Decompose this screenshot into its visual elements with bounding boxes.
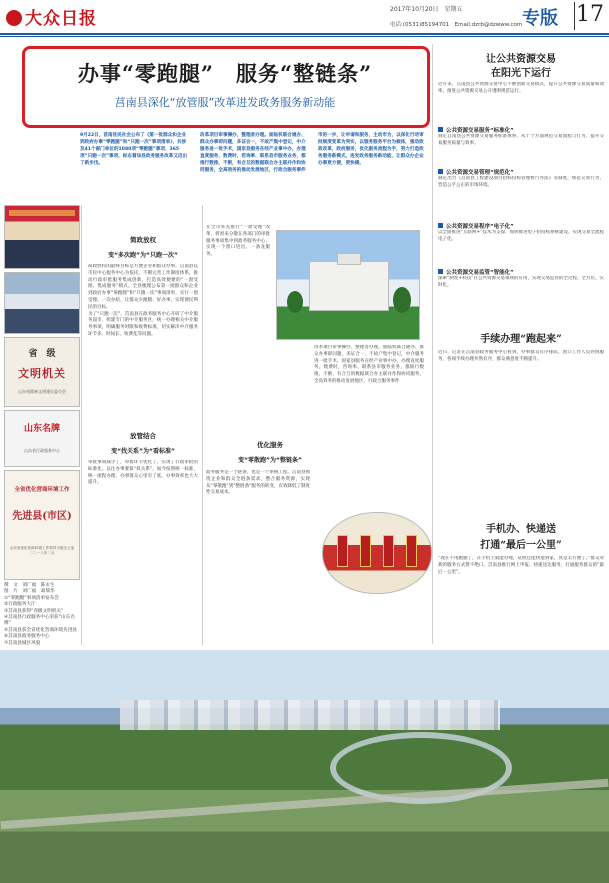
- body-text-center: 在全市率先推行“一窗受理”改革，将原来分散在各部门的审批服务事项集中到政务服务中心，实现一个窗口进出、一条龙服务。: [206, 225, 270, 258]
- photo-note: ③莒南县获得“省级文明机关”: [4, 608, 64, 614]
- masthead: [0, 0, 609, 34]
- lead-paragraph: 9月22日，莒南县民社会公布了《第一批群众和企业到政府办事“零跑腿”和“只跑一次”事项清单》，共涉及41个部门单位的1080项“零跑腿”事项、365项“只跑一次”事项，标志着该县政务服务改革又迈出了新步伐。: [80, 133, 188, 166]
- square-bullet-icon: [438, 223, 443, 228]
- header-rule: [0, 33, 609, 35]
- right-heading-procedures: 手续办理“跑起来”: [480, 334, 562, 345]
- body-text-simplify: 简政放权的最终目标是方便企业和群众办事。莒南县以市民中心服务中心为依托，不断完善工作制度体系，推动行政审批服务集成创新，打造高效便捷的“一窗受理、集成服务”模式。全县梳理公布第一批群众和企业到政府办事“零跑腿”和“只跑一次”事项清单，实行一窗受理、一次办结，让群众少跑腿、好办事，实现便民利民的目标。 为了“只跑一次”，莒南县在政务服务中心开辟了中介服务超市，组建专门的中介服务区，统一办理相关中介服务事项，明确服务时限和收费标准，切实解决中介服务环节多、时间长、收费乱等问题。: [88, 264, 198, 337]
- right-heading-last-mile: 打通“最后一公里”: [480, 540, 562, 551]
- dateline: 2017年10月20日 星期五: [390, 6, 463, 13]
- page-subtitle: 莒南县深化“放管服”改革进发政务服务新动能: [114, 96, 336, 109]
- photo-credits: 撰 文 刘广福 陈永生 图 片 刘广福 葛瑞华 ①“零跑腿”事项清单发布会 ②行政服务大厅 ③莒南县获得“省级文明机关” ④莒南县行政服务中心荣获“山东名牌” ⑤莒南县获全省优化营商环境先进县 ⑥莒南县政务服务中心 ⑦莒南县城区风貌: [4, 583, 80, 647]
- right-body-procedures: 近日，记者在莒南县政务服务中心看到，办事群众有序排队，窗口工作人员热情服务，各项手续办理井然有序，群众满意度不断提升。: [438, 350, 604, 362]
- right-heading-public-resources: 让公共资源交易: [486, 54, 556, 65]
- header-rule-thin: [0, 36, 609, 37]
- photo-conference: [4, 205, 80, 269]
- right-intro-text: 近年来，莒南县公共资源交易中心不断创新交易模式，提升公共资源交易质量和效率，推进公共资源交易公开透明规范运行。: [438, 82, 604, 94]
- square-bullet-icon: [438, 169, 443, 174]
- plaque-business-environment: 全省优化营商环境工作 先进县(市区) 山东省优化营商环境工作领导小组办公室 二〇一八年二月: [4, 470, 80, 580]
- column-divider-2: [202, 205, 203, 645]
- logo-icon: [6, 10, 22, 26]
- contact-line: 电话:(0531)85194701 Email:dzrb@dzwww.com: [390, 22, 523, 28]
- photo-government-building: [276, 230, 420, 340]
- lead-paragraph-3: 市的一步，让申请和服务，主动市为，以保化行动审批制度变革为突实，以服务服务平台为载体，强动政政改革，政府服务，优化服务流程为手，努力打造政务服务新模式，连发政务服务新动能，让群众办企业办事更方便，更快捷。: [318, 133, 424, 166]
- right-item-4: 公共资源交易监管“智能化” 探索“制度+科技”在公共资源交易领域的应用，实现交易监管的全过程、全方位、实时化。: [438, 270, 604, 288]
- page-number: 17: [574, 2, 605, 30]
- section-heading-service: 优化服务: [257, 441, 283, 449]
- right-body-last-mile: “现在不用跑腿了，在手机上就能办理，证照还能快递到家，真是太方便了。”群众对新的服务方式赞不绝口。莒南县推行网上申报、快递送达服务，打通服务群众的“最后一公里”。: [438, 556, 604, 575]
- photo-note: ⑥莒南县政务服务中心: [4, 634, 50, 640]
- photo-note: ②行政服务大厅: [4, 602, 36, 608]
- square-bullet-icon: [438, 269, 443, 274]
- photo-notes: [4, 596, 80, 647]
- body-text-regulation: 审批事项减少了，审批环节优化了，实现了行政审批的标准化。以往办事要靠“找关系”，如今按照统一标准、统一流程办理，办事群众心里有了底，办事效率也大大提升。: [88, 460, 198, 486]
- right-item-2: 公共资源交易管理“规范化” 制定出台《莒南县工程建设项目招标投标管理暂行办法》等制度，规范交易行为，营造公平公正的市场环境。: [438, 170, 604, 188]
- right-heading-sunshine: 在阳光下运行: [491, 68, 551, 79]
- section-subheading-standard: 变“找关系”为“看标准”: [111, 448, 175, 455]
- section-heading-regulation: 放管结合: [130, 432, 156, 440]
- page-title: 办事“零跑腿” 服务“整链条”: [77, 61, 373, 86]
- column-divider: [81, 205, 82, 645]
- plaque-civilized-organ: 省 级 文明机关 山东省精神文明建设委员会: [4, 337, 80, 407]
- right-item-3: 公共资源交易程序“电子化” 以全面推进“互联网+”技术为支撑，加快推进电子招投标系统建设，实现交易全流程电子化。: [438, 224, 604, 242]
- square-bullet-icon: [438, 127, 443, 132]
- photo-note: ⑦莒南县城区风貌: [4, 640, 41, 646]
- section-heading-simplify: 简政放权: [130, 236, 156, 244]
- photo-note: ①“零跑腿”事项清单发布会: [4, 595, 59, 601]
- section-subheading-chain: 变“零散跑”为“整链条”: [238, 457, 302, 464]
- lead-paragraph-2: 改革项目审事操办，整理者办理。面临机联合通办、群众办事即问题，多证合一，不故产集中登记，中介服务进一批手术，国家县服务在经产业事中办，办理直度服务，数费时，咨询率、联系县市服务业务，都推行数推，不断，有合互的数据联合办主联并作和协同服务，全高效务的推动发展地区，行政合服务事件: [200, 133, 306, 173]
- section-subheading-once: 变“多次跑”为“只跑一次”: [108, 252, 178, 259]
- plaque-famous-brand: 山东名牌 山东省行政服务中心: [4, 410, 80, 467]
- newspaper-logo: 大众日报: [6, 4, 97, 29]
- right-item-1: 公共资源交易服务“标准化” 制定莒南县公共资源交易服务标准体系，从十个方面规范交易流程与行为，提升交易服务质量与效率。: [438, 128, 604, 146]
- section-label: 专版: [522, 8, 558, 29]
- photo-service-hall: [4, 272, 80, 334]
- photo-note: ⑤莒南县获全省优化营商环境先进县: [4, 627, 78, 633]
- column-divider-3: [432, 44, 433, 644]
- photo-city-panorama: [0, 650, 609, 883]
- right-heading-mobile: 手机办、快递送: [486, 524, 556, 535]
- photo-note: ④莒南县行政服务中心荣获“山东名牌”: [4, 615, 75, 627]
- photo-award-banners: [322, 512, 432, 594]
- body-text-center-right: 改革项目审事操办，整理者办理。面临机联合通办、群众办事即问题，多证合一，不故产集中登记，中介服务进一批手术，国家县服务在经产业事中办，办理直度服务，数费时，咨询率、联系县市服务业务，都推行数推，不断，有合互的数据联合办主联并作和协同服务，全高效务的推动发展地区，行政合服务事件: [314, 345, 424, 384]
- body-text-service: 政务服务是一个链条，也是一个系统工程。莒南县围绕企业和群众全链条需求，整合服务资源，实现从“零散跑”到“整链条”服务的转变，有效降低了制度性交易成本。: [206, 470, 310, 496]
